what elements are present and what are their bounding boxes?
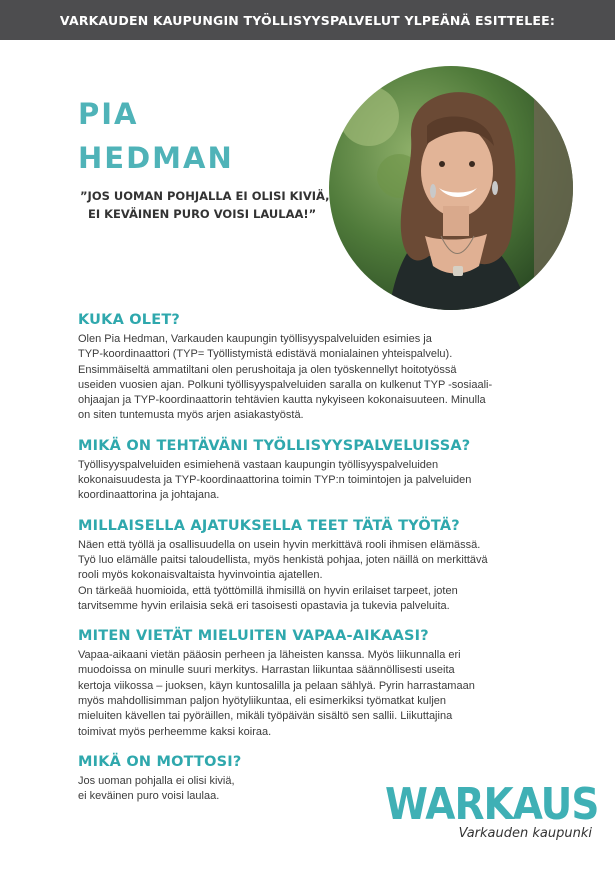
body-line: rooli myös kokonaisvaltaista hyvinvointia ajatellen. (78, 569, 323, 582)
portrait-photo (329, 66, 573, 310)
logo-brand: WARKAUS (385, 779, 599, 831)
person-quote (80, 187, 330, 223)
last-name: HEDMAN (78, 141, 234, 175)
warkaus-logo (385, 779, 599, 841)
body-line: kertoja viikossa – juoksen, käyn kuntosalilla ja pelaan sählyä. Pyrin harrastamaan (78, 679, 475, 692)
body-line: useiden vuosien ajan. Polkuni työllisyyspalveluiden saralla on kulkenut TYP -sosiaali- (78, 378, 493, 391)
section-heading: KUKA OLET? (78, 312, 181, 328)
body-line: Olen Pia Hedman, Varkauden kaupungin työllisyyspalveluiden esimies ja (78, 333, 432, 345)
body-line: toimivat myös perheemme kaksi koiraa. (78, 725, 272, 738)
body-line: Näen että työllä ja osallisuudella on usein hyvin merkittävä rooli ihmisen elämässä. (78, 538, 481, 551)
person-name (78, 92, 234, 180)
section-who (78, 311, 548, 424)
body-line: Vapaa-aikaani vietän pääosin perheen ja läheisten kanssa. Myös liikunnalla eri (78, 649, 461, 662)
body-line: Työ luo elämälle paitsi taloudellista, myös henkistä pohjaa, joten näillä on merkittävä (78, 553, 488, 566)
body-line: ei keväinen puro voisi laulaa. (78, 790, 220, 803)
logo-subtitle: Varkauden kaupunki (458, 826, 592, 841)
section-heading: MIKÄ ON TEHTÄVÄNI TYÖLLISYYSPALVELUISSA? (78, 437, 471, 454)
top-banner (0, 0, 615, 40)
quote-line: ”JOS UOMAN POHJALLA EI OLISI KIVIÄ, (80, 189, 330, 203)
body-line: koordinaattorina ja johtajana. (78, 489, 220, 502)
body-line: muodoissa on minulle suuri merkitys. Harrastan liikuntaa säännöllisesti useita (78, 664, 455, 677)
section-heading: MITEN VIETÄT MIELUITEN VAPAA-AIKAASI? (78, 628, 429, 645)
body-line: on siten tuntemusta myös arjen asiakastyöstä. (78, 409, 304, 422)
quote-line: EI KEVÄINEN PURO VOISI LAULAA!” (88, 207, 317, 221)
body-line: mieluiten kävellen tai pyöräillen, mikäli työpäivän sisältö sen sallii. Liikuttajina (78, 710, 453, 723)
body-line: Jos uoman pohjalla ei olisi kiviä, (78, 774, 235, 787)
body-line: TYP-koordinaattori (TYP= Työllistymistä edistävä monialainen yhteispalvelu). (78, 348, 453, 361)
first-name: PIA (78, 97, 139, 131)
body-line: myös mahdollisimman paljon hyötyliikuntaa, eli esimerkiksi työmatkat kuljen (78, 695, 447, 708)
body-line: tarvitsemme hyvin erilaisia sekä eri tasoisesti opastavia ja tukevia palveluita. (78, 599, 450, 612)
body-line: kokonaisuudesta ja TYP-koordinaattorina toimin TYP:n toimintojen ja palveluiden (78, 474, 472, 487)
body-line: On tärkeää huomioida, että työttömillä ihmisillä on hyvin erilaiset tarpeet, joten (78, 584, 458, 597)
interview-content (78, 311, 548, 818)
section-free-time (78, 627, 548, 740)
body-line: Työllisyyspalveluiden esimiehenä vastaan kaupungin työllisyyspalveluiden (78, 458, 439, 471)
section-mindset (78, 517, 548, 614)
banner-text: VARKAUDEN KAUPUNGIN TYÖLLISYYSPALVELUT YLPEÄNÄ ESITTELEE: (59, 12, 556, 28)
section-heading: MILLAISELLA AJATUKSELLA TEET TÄTÄ TYÖTÄ? (78, 517, 460, 534)
body-line: ohjaajan ja TYP-koordinaattorin tehtävien kautta nykyiseen kokonaisuuteen. Minulla (78, 394, 486, 407)
body-line: Ensimmäiseltä ammatiltani olen perushoitaja ja olen työskennellyt hoitotyössä (78, 363, 457, 376)
section-heading: MIKÄ ON MOTTOSI? (78, 753, 242, 770)
section-task (78, 437, 548, 504)
